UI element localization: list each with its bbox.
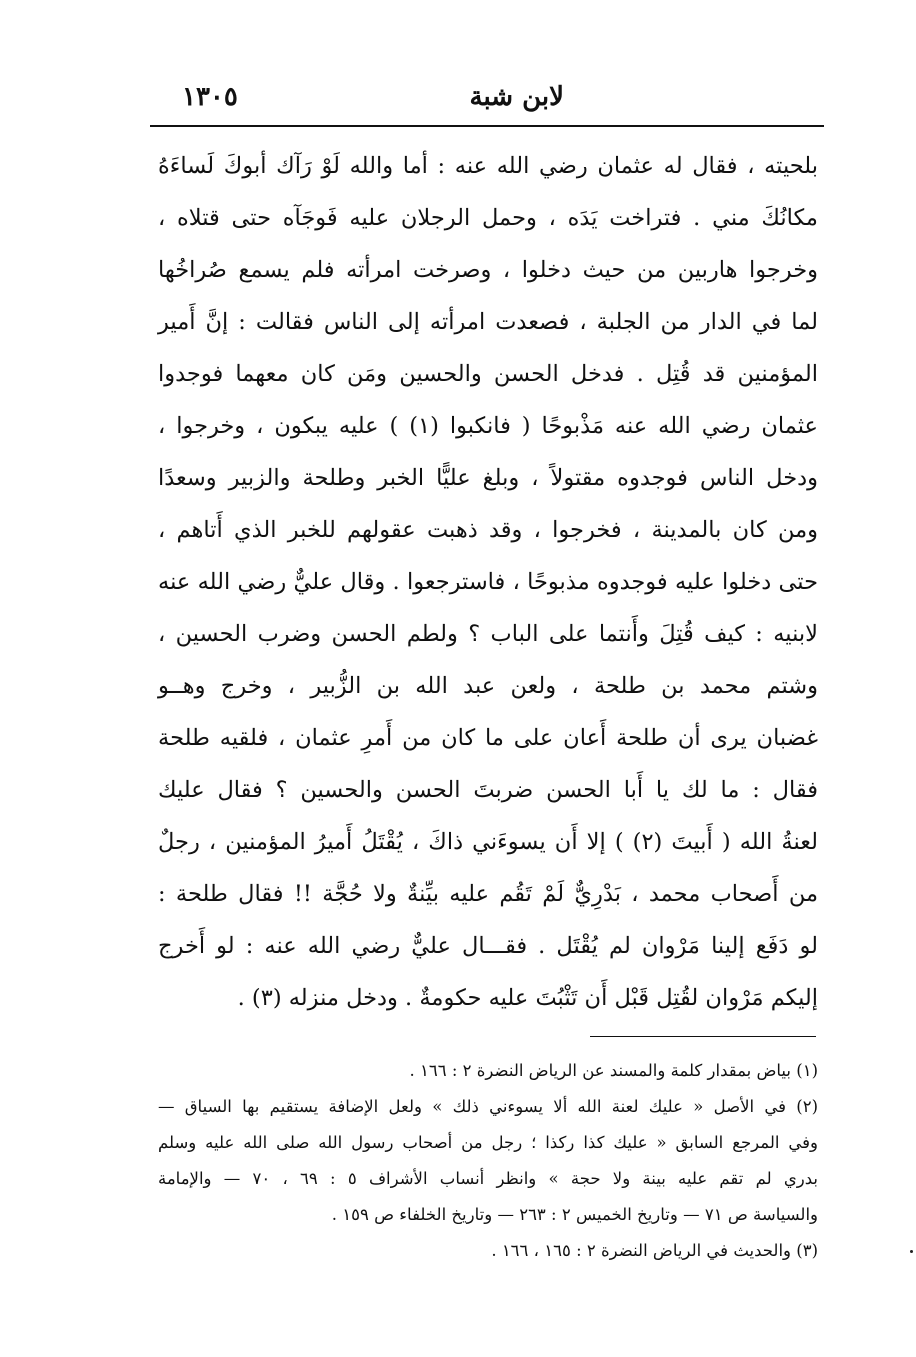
header-rule [150,125,824,127]
scan-speck [910,1250,913,1253]
footnote-line: وفي المرجع السابق « عليك كذا ركذا ؛ رجل من أصحاب رسول الله صلى الله عليه وسلم [158,1133,818,1152]
footnote-line: بدري لم تقم عليه بينة ولا حجة » وانظر أنساب الأشراف ٥ : ٦٩ ، ٧٠ — والإمامة [158,1169,818,1188]
text-line: حتى دخلوا عليه فوجدوه مذبوحًا ، فاسترجعوا . وقال عليٌّ رضي الله عنه [158,569,818,595]
footnote-line: (١) بياض بمقدار كلمة والمسند عن الرياض النضرة ٢ : ١٦٦ . [409,1061,818,1080]
text-line: المؤمنين قد قُتِل . فدخل الحسن والحسين ومَن كان معهما فوجدوا [158,361,818,387]
text-line: لعنةُ الله ( أَبيتَ (٢) ) إلا أَن يسوءَني ذاكَ ، يُقْتَلُ أَميرُ المؤمنين ، رجلٌ [158,829,818,855]
text-line: من أَصحاب محمد ، بَدْرِيٌّ لَمْ تَقُم عليه بيِّنةٌ ولا حُجَّة !! فقال طلحة : [158,881,818,907]
text-line: غضبان يرى أن طلحة أَعان على ما كان من أَمرِ عثمان ، فلقيه طلحة [158,725,818,751]
page-header [150,78,824,122]
text-line: بلحيته ، فقال له عثمان رضي الله عنه : أما والله لَوْ رَآك أبوكَ لَساءَهُ [158,153,818,179]
text-line: مكانُكَ مني . فتراخت يَدَه ، وحمل الرجلان عليه فَوجَآه حتى قتلاه ، [158,205,818,231]
footnotes [158,1053,818,1269]
running-title: لابن شبة [469,82,564,112]
text-line: وخرجوا هاربين من حيث دخلوا ، وصرخت امرأته فلم يسمع صُراخُها [158,257,818,283]
main-text [158,140,818,1024]
text-line: ومن كان بالمدينة ، فخرجوا ، وقد ذهبت عقولهم للخبر الذي أَتاهم ، [158,517,818,543]
text-line: لو دَفَع إلينا مَرْوان لم يُقْتَل . فقـــال عليٌّ رضي الله عنه : لو أَخرج [158,933,818,959]
text-line: لما في الدار من الجلبة ، فصعدت امرأته إلى الناس فقالت : إنَّ أَمير [158,309,818,335]
text-line: لابنيه : كيف قُتِلَ وأَنتما على الباب ؟ ولطم الحسن وضرب الحسين ، [158,621,818,647]
page-number: ١٣٠٥ [182,82,238,112]
footnote-line: (٢) في الأصل « عليك لعنة الله ألا يسوءني ذلك » ولعل الإضافة يستقيم بها السياق — [158,1097,818,1116]
text-line: وشتم محمد بن طلحة ، ولعن عبد الله بن الزُّبير ، وخرج وهــو [158,673,818,699]
text-line: عثمان رضي الله عنه مَذْبوحًا ( فانكبوا (١) ) عليه يبكون ، وخرجوا ، [158,413,818,439]
footnote-line: والسياسة ص ٧١ — وتاريخ الخميس ٢ : ٢٦٣ — وتاريخ الخلفاء ص ١٥٩ . [331,1205,818,1224]
text-line: إليكم مَرْوان لقُتِل قَبْل أَن تَثْبُتَ عليه حكومةٌ . ودخل منزله (٣) . [237,985,818,1011]
footnote-separator [590,1036,816,1037]
text-line: فقال : ما لك يا أَبا الحسن ضربتَ الحسن والحسين ؟ فقال عليك [158,777,818,803]
footnote-line: (٣) والحديث في الرياض النضرة ٢ : ١٦٥ ، ١٦٦ . [491,1241,818,1260]
text-line: ودخل الناس فوجدوه مقتولاً ، وبلغ عليًّا الخبر وطلحة والزبير وسعدًا [158,465,818,491]
